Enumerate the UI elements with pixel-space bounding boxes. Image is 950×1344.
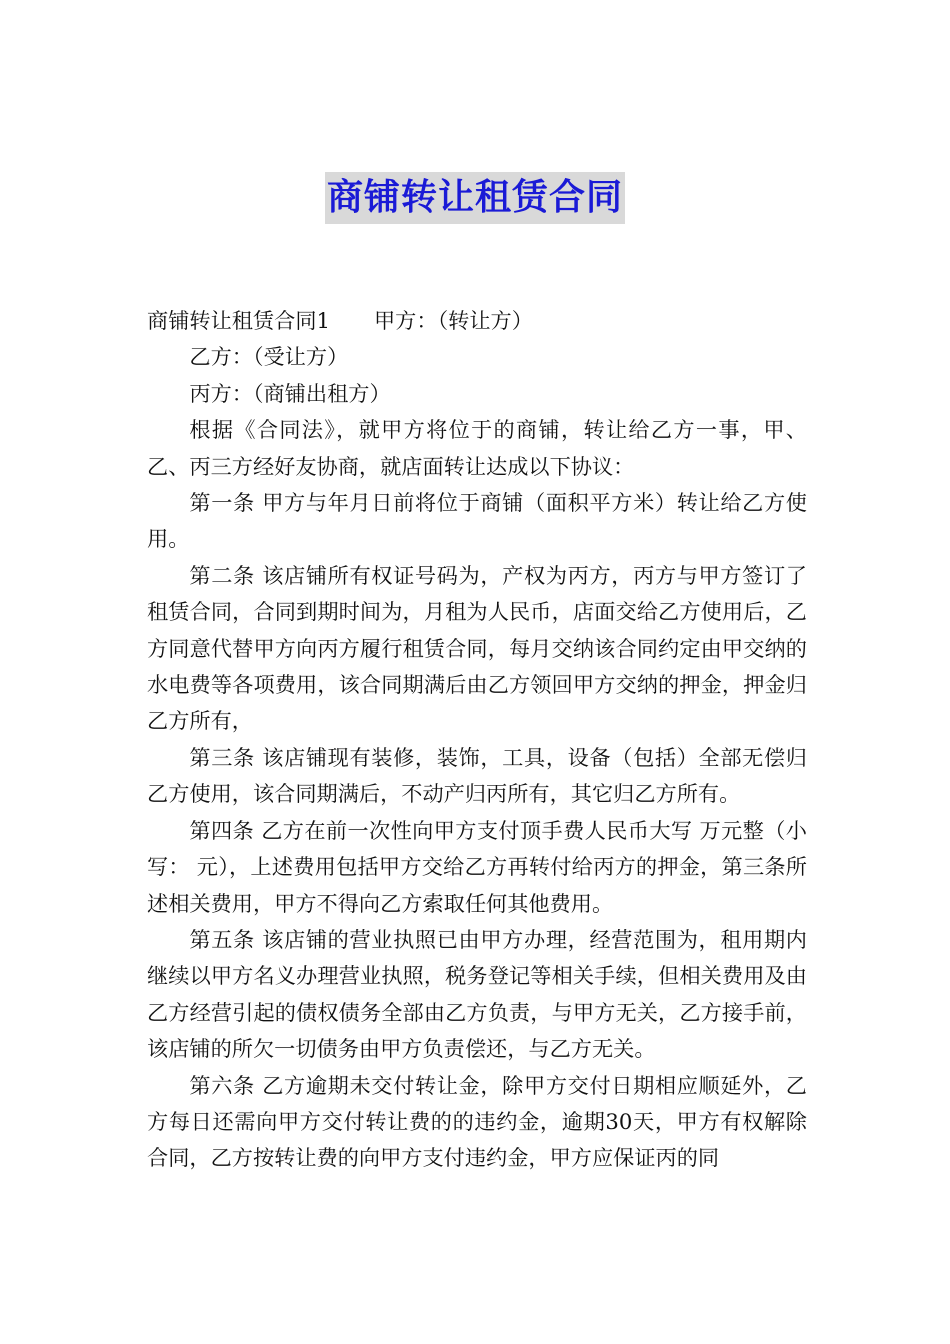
paragraph-article-1: 第一条 甲方与年月日前将位于商铺（面积平方米）转让给乙方使用。 [147, 490, 807, 552]
paragraph-preamble: 根据《合同法》，就甲方将位于的商铺，转让给乙方一事，甲、乙、丙三方经好友协商，就店面转让达成以下协议： [147, 417, 807, 479]
contract-label: 商铺转让租赁合同1 [147, 308, 330, 333]
heading-line [147, 303, 807, 339]
party-a-line: 甲方：（转让方） [373, 308, 533, 333]
paragraph-article-2: 第二条 该店铺所有权证号码为，产权为丙方，丙方与甲方签订了租赁合同，合同到期时间为，月租为人民币，店面交给乙方使用后，乙方同意代替甲方向丙方履行租赁合同，每月交纳该合同约定由甲交纳的水电费等各项费用，该合同期满后由乙方领回甲方交纳的押金，押金归乙方所有， [147, 562, 807, 734]
paragraph-article-6: 第六条 乙方逾期未交付转让金，除甲方交付日期相应顺延外，乙方每日还需向甲方交付转让费的的违约金，逾期30天，甲方有权解除合同，乙方按转让费的向甲方支付违约金，甲方应保证丙的同 [147, 1072, 807, 1171]
paragraph-article-5: 第五条 该店铺的营业执照已由甲方办理，经营范围为，租用期内继续以甲方名义办理营业执照，税务登记等相关手续，但相关费用及由乙方经营引起的债权债务全部由乙方负责，与甲方无关，乙方接手前，该店铺的所欠一切债务由甲方负责偿还，与乙方无关。 [147, 926, 807, 1062]
paragraph-party-b: 乙方：（受让方） [189, 344, 349, 370]
document-body [147, 303, 807, 1177]
paragraph-article-4: 第四条 乙方在前一次性向甲方支付顶手费人民币大写 万元整（小写： 元），上述费用包括甲方交给乙方再转付给丙方的押金，第三条所述相关费用，甲方不得向乙方索取任何其他费用。 [147, 817, 807, 916]
document-title-wrapper [0, 172, 950, 224]
paragraph-party-c: 丙方：（商铺出租方） [189, 380, 391, 406]
document-title: 商铺转让租赁合同 [325, 172, 625, 224]
paragraph-article-3: 第三条 该店铺现有装修，装饰，工具，设备（包括）全部无偿归乙方使用，该合同期满后，不动产归丙所有，其它归乙方所有。 [147, 744, 807, 807]
